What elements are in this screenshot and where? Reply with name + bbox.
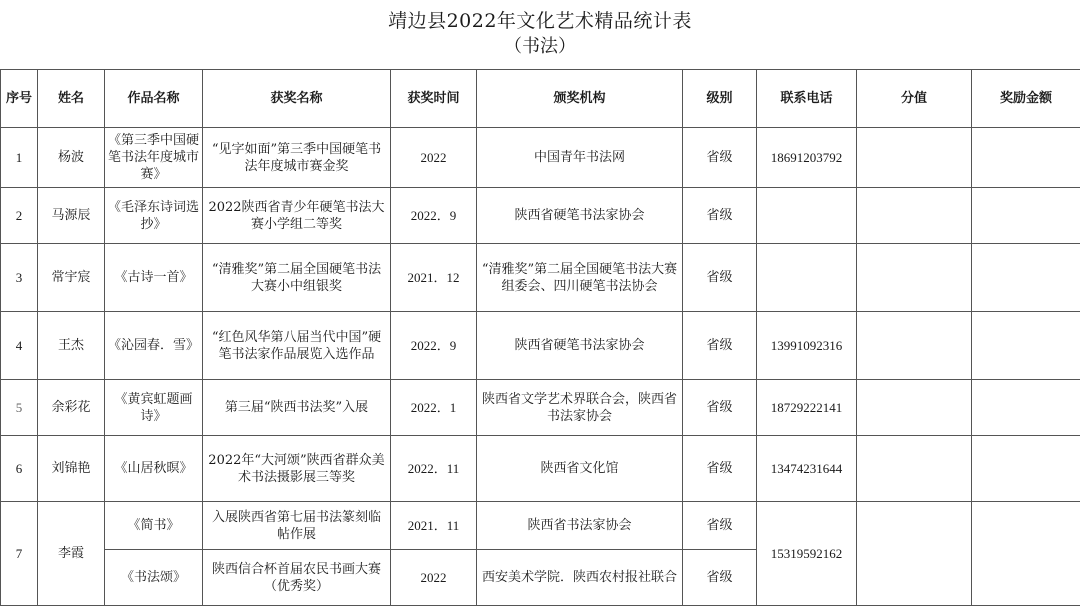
cell-time: 2021．11: [391, 502, 477, 550]
cell-award: “红色风华第八届当代中国”硬笔书法家作品展览入选作品: [203, 312, 391, 380]
cell-index: 6: [1, 436, 38, 502]
cell-phone: 18729222141: [757, 380, 857, 436]
cell-work: 《第三季中国硬笔书法年度城市赛》: [105, 128, 203, 188]
cell-index: 5: [1, 380, 38, 436]
cell-level: 省级: [683, 244, 757, 312]
header-phone: 联系电话: [757, 70, 857, 128]
cell-time: 2022．9: [391, 312, 477, 380]
cell-index: 4: [1, 312, 38, 380]
cell-name: 余彩花: [38, 380, 105, 436]
cell-score: [857, 502, 972, 606]
header-index: 序号: [1, 70, 38, 128]
table-row: [1, 188, 1080, 244]
cell-name: 李霞: [38, 502, 105, 606]
cell-org: 陕西省硬笔书法家协会: [477, 312, 683, 380]
cell-name: 马源辰: [38, 188, 105, 244]
cell-bonus: [972, 188, 1080, 244]
cell-level: 省级: [683, 550, 757, 606]
cell-index: 3: [1, 244, 38, 312]
cell-award: 第三届“陕西书法奖”入展: [203, 380, 391, 436]
cell-org: 陕西省文学艺术界联合会，陕西省书法家协会: [477, 380, 683, 436]
table-row: [1, 436, 1080, 502]
cell-time: 2022．1: [391, 380, 477, 436]
cell-org: 陕西省文化馆: [477, 436, 683, 502]
cell-work: 《简书》: [105, 502, 203, 550]
header-level: 级别: [683, 70, 757, 128]
cell-award: 2022年“大河颂”陕西省群众美术书法摄影展三等奖: [203, 436, 391, 502]
cell-name: 常宇宸: [38, 244, 105, 312]
cell-bonus: [972, 244, 1080, 312]
table-row: [1, 312, 1080, 380]
cell-phone: 18691203792: [757, 128, 857, 188]
cell-time: 2022: [391, 128, 477, 188]
cell-work: 《书法颂》: [105, 550, 203, 606]
awards-table: [0, 69, 1080, 606]
cell-level: 省级: [683, 380, 757, 436]
cell-org: 陕西省书法家协会: [477, 502, 683, 550]
cell-work: 《山居秋暝》: [105, 436, 203, 502]
cell-work: 《黄宾虹题画诗》: [105, 380, 203, 436]
cell-index: 7: [1, 502, 38, 606]
cell-index: 2: [1, 188, 38, 244]
cell-level: 省级: [683, 312, 757, 380]
cell-name: 刘锦艳: [38, 436, 105, 502]
table-row: [1, 502, 1080, 550]
cell-level: 省级: [683, 128, 757, 188]
cell-bonus: [972, 436, 1080, 502]
header-org: 颁奖机构: [477, 70, 683, 128]
cell-work: 《毛泽东诗词选抄》: [105, 188, 203, 244]
cell-score: [857, 128, 972, 188]
cell-bonus: [972, 380, 1080, 436]
cell-award: 入展陕西省第七届书法篆刻临帖作展: [203, 502, 391, 550]
cell-phone: 13991092316: [757, 312, 857, 380]
header-time: 获奖时间: [391, 70, 477, 128]
page-title: 靖边县2022年文化艺术精品统计表: [388, 10, 692, 32]
cell-award: 2022陕西省青少年硬笔书法大赛小学组二等奖: [203, 188, 391, 244]
table-row: [1, 128, 1080, 188]
cell-phone: [757, 188, 857, 244]
cell-level: 省级: [683, 502, 757, 550]
cell-phone: 13474231644: [757, 436, 857, 502]
cell-score: [857, 244, 972, 312]
cell-name: 王杰: [38, 312, 105, 380]
cell-org: 西安美术学院．陕西农村报社联合: [477, 550, 683, 606]
cell-time: 2022．11: [391, 436, 477, 502]
cell-award: “见字如面”第三季中国硬笔书法年度城市赛金奖: [203, 128, 391, 188]
cell-phone: [757, 244, 857, 312]
cell-work: 《古诗一首》: [105, 244, 203, 312]
cell-org: “清雅奖”第二届全国硬笔书法大赛组委会、四川硬笔书法协会: [477, 244, 683, 312]
header-row: [1, 70, 1080, 128]
cell-score: [857, 188, 972, 244]
table-row: [1, 244, 1080, 312]
cell-time: 2021．12: [391, 244, 477, 312]
cell-phone: 15319592162: [757, 502, 857, 606]
cell-score: [857, 380, 972, 436]
cell-name: 杨波: [38, 128, 105, 188]
cell-level: 省级: [683, 188, 757, 244]
cell-org: 陕西省硬笔书法家协会: [477, 188, 683, 244]
header-score: 分值: [857, 70, 972, 128]
cell-award: “清雅奖”第二届全国硬笔书法大赛小中组银奖: [203, 244, 391, 312]
cell-time: 2022．9: [391, 188, 477, 244]
title-block: [0, 0, 1080, 70]
cell-org: 中国青年书法网: [477, 128, 683, 188]
cell-score: [857, 436, 972, 502]
table-row: [1, 380, 1080, 436]
cell-work: 《沁园春．雪》: [105, 312, 203, 380]
page-subtitle: （书法）: [504, 36, 576, 57]
header-work: 作品名称: [105, 70, 203, 128]
header-bonus: 奖励金额: [972, 70, 1080, 128]
cell-index: 1: [1, 128, 38, 188]
header-name: 姓名: [38, 70, 105, 128]
cell-bonus: [972, 502, 1080, 606]
cell-award: 陕西信合杯首届农民书画大赛（优秀奖）: [203, 550, 391, 606]
cell-bonus: [972, 312, 1080, 380]
cell-score: [857, 312, 972, 380]
cell-bonus: [972, 128, 1080, 188]
cell-level: 省级: [683, 436, 757, 502]
cell-time: 2022: [391, 550, 477, 606]
header-award: 获奖名称: [203, 70, 391, 128]
